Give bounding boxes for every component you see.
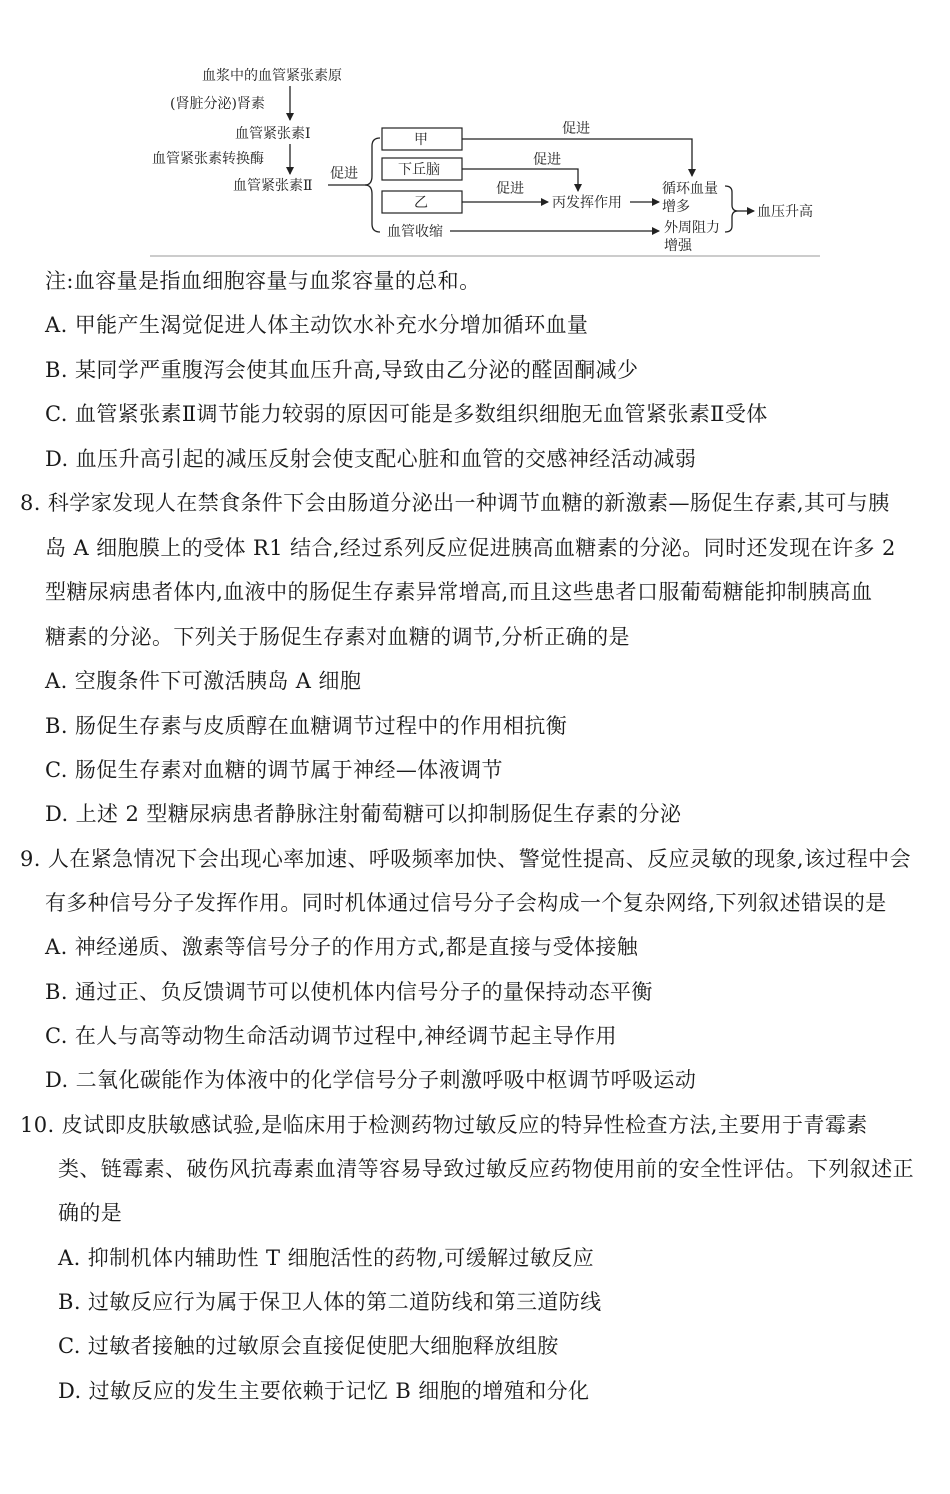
label-promote-hypothalamus: 促进 bbox=[533, 152, 561, 168]
q8-stem-4: 糖素的分泌。下列关于肠促生存素对血糖的调节,分析正确的是 bbox=[45, 625, 630, 649]
q9-option-c: C. 在人与高等动物生命活动调节过程中,神经调节起主导作用 bbox=[45, 1024, 617, 1048]
q10-option-b: B. 过敏反应行为属于保卫人体的第二道防线和第三道防线 bbox=[58, 1290, 602, 1314]
label-angiotensin-2: 血管紧张素Ⅱ bbox=[233, 178, 313, 194]
label-renin: (肾脏分泌)肾素 bbox=[170, 96, 265, 112]
note-line: 注:血容量是指血细胞容量与血浆容量的总和。 bbox=[45, 269, 481, 293]
label-antidiuretic: 丙发挥作用 bbox=[552, 195, 622, 211]
q10-stem-2: 类、链霉素、破伤风抗毒素血清等容易导致过敏反应药物使用前的安全性评估。下列叙述正 bbox=[58, 1157, 914, 1181]
label-resistance-2: 增强 bbox=[664, 238, 692, 254]
q8-option-b: B. 肠促生存素与皮质醇在血糖调节过程中的作用相抗衡 bbox=[45, 714, 568, 738]
q9-option-d: D. 二氧化碳能作为体液中的化学信号分子刺激呼吸中枢调节呼吸运动 bbox=[45, 1068, 697, 1092]
q7-option-a: A. 甲能产生渴觉促进人体主动饮水补充水分增加循环血量 bbox=[45, 313, 589, 337]
box-hypothalamus-label: 下丘脑 bbox=[398, 162, 440, 178]
label-resistance-1: 外周阻力 bbox=[664, 220, 720, 236]
q10-stem-3: 确的是 bbox=[58, 1201, 123, 1225]
label-promote-jia: 促进 bbox=[562, 121, 590, 137]
box-jia-label: 甲 bbox=[414, 132, 428, 148]
q10-stem-1: 10. 皮试即皮肤敏感试验,是临床用于检测药物过敏反应的特异性检查方法,主要用于青霉素 bbox=[20, 1113, 868, 1137]
q8-option-d: D. 上述 2 型糖尿病患者静脉注射葡萄糖可以抑制肠促生存素的分泌 bbox=[45, 802, 682, 826]
q7-option-d: D. 血压升高引起的减压反射会使支配心脏和血管的交感神经活动减弱 bbox=[45, 447, 697, 471]
q8-stem-2: 岛 A 细胞膜上的受体 R1 结合,经过系列反应促进胰高血糖素的分泌。同时还发现在许多 2 bbox=[45, 536, 896, 560]
q7-option-b: B. 某同学严重腹泻会使其血压升高,导致由乙分泌的醛固酮减少 bbox=[45, 358, 639, 382]
q9-option-b: B. 通过正、负反馈调节可以使机体内信号分子的量保持动态平衡 bbox=[45, 980, 653, 1004]
label-angiotensinogen: 血浆中的血管紧张素原 bbox=[202, 68, 342, 84]
q10-option-c: C. 过敏者接触的过敏原会直接促使肥大细胞释放组胺 bbox=[58, 1334, 559, 1358]
label-promote-yi: 促进 bbox=[496, 181, 524, 197]
q8-option-c: C. 肠促生存素对血糖的调节属于神经—体液调节 bbox=[45, 758, 503, 782]
label-angiotensin-1: 血管紧张素Ⅰ bbox=[235, 126, 311, 142]
q8-stem-1: 8. 科学家发现人在禁食条件下会由肠道分泌出一种调节血糖的新激素—肠促生存素,其可与胰 bbox=[20, 491, 890, 515]
label-promote-main: 促进 bbox=[330, 166, 358, 182]
label-volume-1: 循环血量 bbox=[662, 181, 718, 197]
q9-stem-2: 有多种信号分子发挥作用。同时机体通过信号分子会构成一个复杂网络,下列叙述错误的是 bbox=[45, 891, 887, 915]
q9-stem-1: 9. 人在紧急情况下会出现心率加速、呼吸频率加快、警觉性提高、反应灵敏的现象,该过程中会 bbox=[20, 847, 911, 871]
box-yi-label: 乙 bbox=[414, 195, 428, 211]
q8-stem-3: 型糖尿病患者体内,血液中的肠促生存素异常增高,而且这些患者口服葡萄糖能抑制胰高血 bbox=[45, 580, 873, 604]
q9-option-a: A. 神经递质、激素等信号分子的作用方式,都是直接与受体接触 bbox=[45, 935, 639, 959]
label-vasoconstriction: 血管收缩 bbox=[387, 224, 443, 240]
label-result: 血压升高 bbox=[757, 204, 813, 220]
label-ace: 血管紧张素转换酶 bbox=[152, 151, 264, 167]
q8-option-a: A. 空腹条件下可激活胰岛 A 细胞 bbox=[45, 669, 362, 693]
label-volume-2: 增多 bbox=[662, 199, 690, 215]
q10-option-d: D. 过敏反应的发生主要依赖于记忆 B 细胞的增殖和分化 bbox=[58, 1379, 590, 1403]
q7-option-c: C. 血管紧张素Ⅱ调节能力较弱的原因可能是多数组织细胞无血管紧张素Ⅱ受体 bbox=[45, 402, 768, 426]
q10-option-a: A. 抑制机体内辅助性 T 细胞活性的药物,可缓解过敏反应 bbox=[58, 1246, 595, 1270]
